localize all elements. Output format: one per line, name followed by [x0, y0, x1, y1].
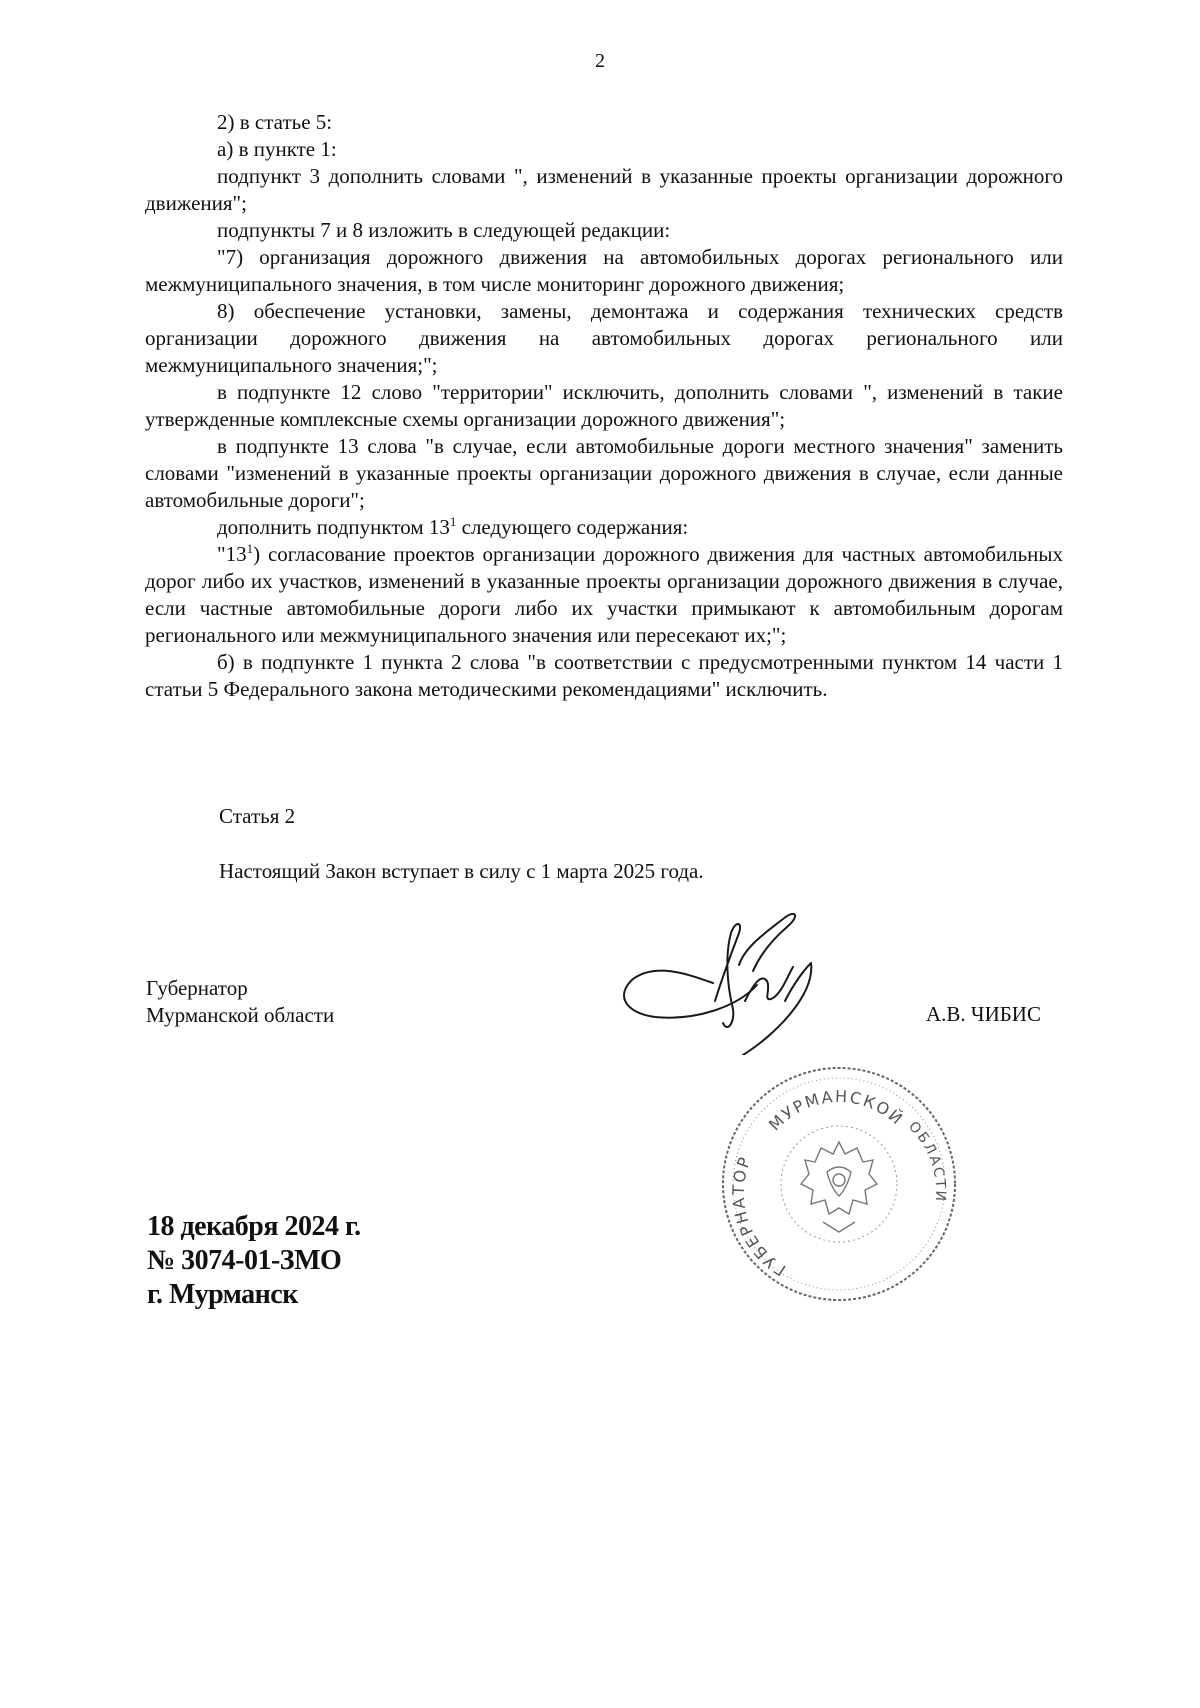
text-fragment: дополнить подпунктом 13 [217, 515, 450, 539]
text-fragment: "13 [217, 542, 247, 566]
paragraph-subpoint-13: в подпункте 13 слова "в случае, если автомобильные дороги местного значения" заменить словами "изменений в указанные проекты организации дорожного движения в случае, если данные автомобильные дороги"; [145, 434, 1063, 512]
signatory-title-line: Мурманской области [146, 1003, 335, 1027]
signatory-name: А.В. ЧИБИС [926, 1002, 1041, 1026]
paragraph-subpoints-7-8-intro: подпункты 7 и 8 изложить в следующей редакции: [217, 218, 671, 242]
effective-date-text: Настоящий Закон вступает в силу с 1 марта 2025 года. [219, 859, 704, 883]
article-heading: Статья 2 [219, 804, 296, 828]
paragraph-point-b: б) в подпункте 1 пункта 2 слова "в соответствии с предусмотренными пунктом 14 части 1 статьи 5 Федерального закона методическими рекомендациями" исключить. [145, 650, 1063, 701]
paragraph-subpoint-8: 8) обеспечение установки, замены, демонтажа и содержания технических средств организации дорожного движения на автомобильных дорогах регионального или межмуниципального значения;"; [145, 299, 1063, 377]
signatory-title-line: Губернатор [146, 976, 248, 1000]
paragraph-subpoint-3: подпункт 3 дополнить словами ", изменений в указанные проекты организации дорожного движения"; [145, 164, 1063, 215]
registration-number: № 3074-01-ЗМО [147, 1245, 342, 1276]
signatory-title [146, 975, 334, 1029]
text-fragment: следующего содержания: [456, 515, 689, 539]
paragraph-subpoint-13-1-intro [145, 514, 1063, 541]
superscript: 1 [449, 514, 457, 529]
page-number: 2 [595, 50, 605, 72]
text-fragment: ) согласование проектов организации дорожного движения для частных автомобильных дорог либо их участков, изменений в указанные проекты организации дорожного движения в случае, если частные автомобильные дороги либо их участки примыкают к автомобильным дорогам регионального или межмуниципального значения или пересекают их;"; [145, 542, 1063, 647]
seal-top-text: МУРМАНСКОЙ [764, 1086, 908, 1135]
paragraph-point-a: а) в пункте 1: [217, 137, 337, 161]
superscript: 1 [246, 541, 254, 556]
paragraph-subpoint-13-1-text [145, 541, 1063, 649]
registration-date: 18 декабря 2024 г. [147, 1211, 361, 1242]
double-headed-eagle-emblem-icon [801, 1142, 877, 1232]
law-amendment-text [145, 109, 1063, 703]
paragraph-subpoint-12: в подпункте 12 слово "территории" исключить, дополнить словами ", изменений в такие утвержденные комплексные схемы организации дорожного движения"; [145, 380, 1063, 431]
handwritten-signature [615, 905, 855, 1055]
seal-right-text: ОБЛАСТИ [905, 1118, 949, 1204]
registration-block [147, 1210, 361, 1312]
registration-place: г. Мурманск [147, 1279, 298, 1310]
paragraph-subpoint-7: "7) организация дорожного движения на автомобильных дорогах регионального или межмуниципального значения, в том числе мониторинг дорожного движения; [145, 245, 1063, 296]
official-seal [717, 1062, 962, 1307]
paragraph-article-5: 2) в статье 5: [217, 110, 333, 134]
seal-left-text: ГУБЕРНАТОР [728, 1152, 790, 1280]
